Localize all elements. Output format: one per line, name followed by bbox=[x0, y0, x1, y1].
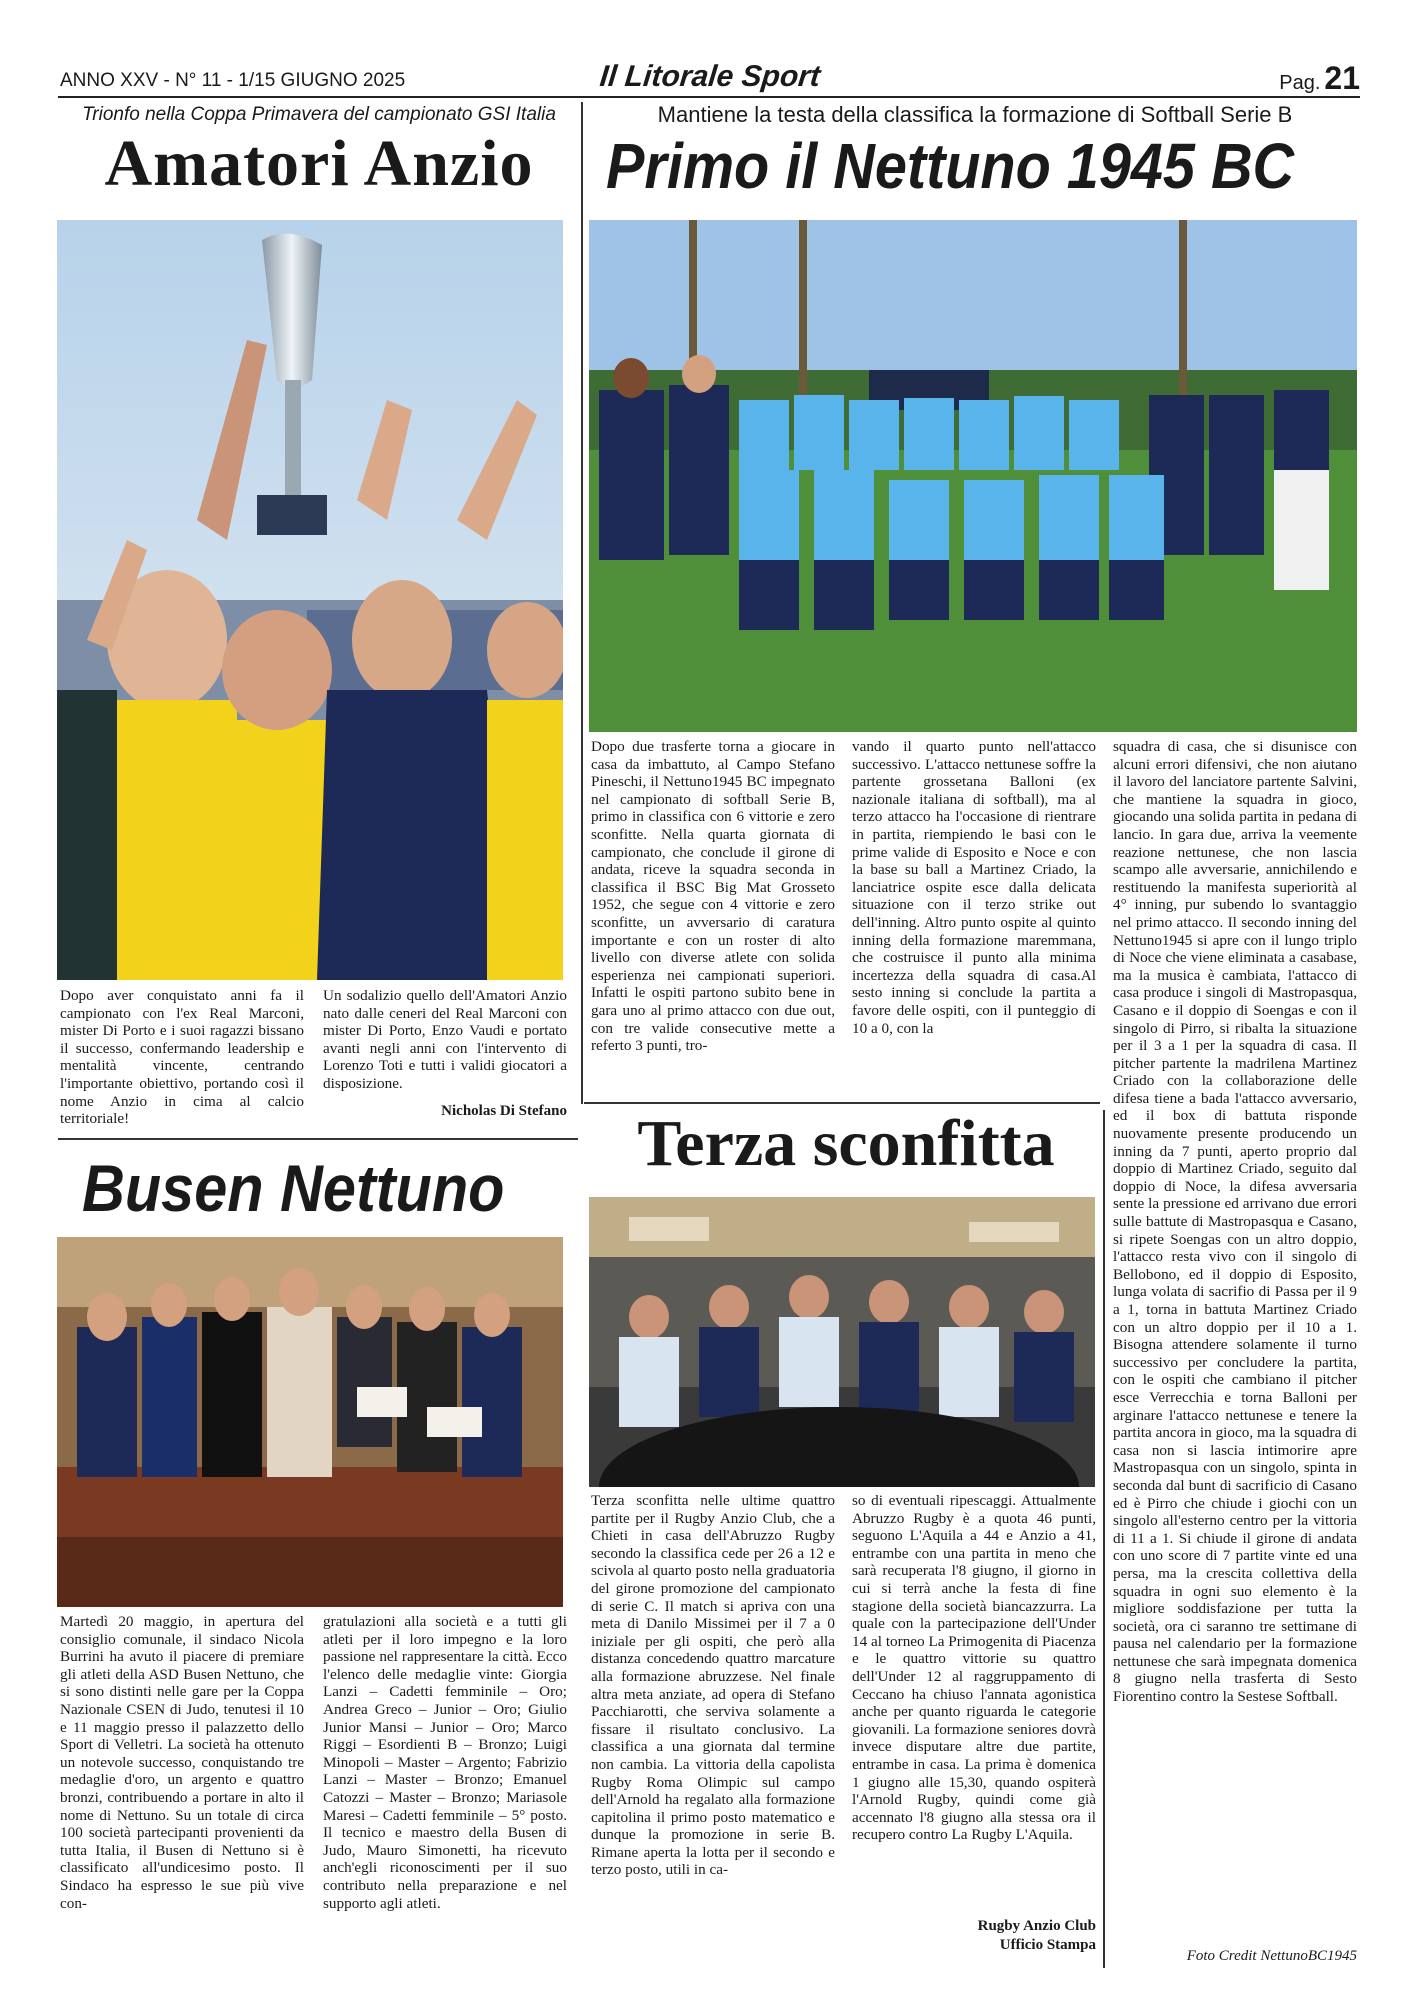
page-label: Pag. bbox=[1279, 72, 1321, 94]
rugby-signature-1: Rugby Anzio Club bbox=[977, 1918, 1096, 1934]
issue-info: ANNO XXV - N° 11 - 1/15 GIUGNO 2025 bbox=[60, 70, 406, 91]
busen-award-photo bbox=[57, 1237, 563, 1607]
nettuno-bc-text-3: squadra di casa, che si disunisce con alcuni errori difensivi, che non aiutano il lavoro del lanciatore partente Salvini, che mantiene la squadra in gioco, giocando una solida partita in pedana di lancio. In gara due, arriva la veemente reazione nettunese, che non lascia scampo alle avversarie, annichilendo e restituendo la manifesta superiorità al 4° inning, pur subendo lo svantaggio nel primo attacco. Il secondo inning del Nettuno1945 si apre con il lungo triplo di Noce che viene eliminata a casabase, ma la musica è cambiata, l'attacco di casa produce i singoli di Mastropasqua, Casano e il doppio di Soengas e con il singolo di Pirro, si ribalta la situazione per il 3 a 1 per la squadra di casa. Il pitcher partente la madrilena Martinez Criado con la collaborazione delle difesa tiene a bada l'attacco avversario, ed il box di battuta risponde nuovamente presente producendo un inning da 7 punti, aperto proprio dal doppio di Martinez Criado, seguito dal doppio di Noce, la difesa avversaria sente la pressione ed arrivano due errori sulle battute di Mastropasqua e Casano, si ripete Soengas con un altro doppio, l'attacco resta vivo con il singolo di Bellobono, ed il doppio di Esposito, lunga volata di sacrifio di Passa per il 9 a 1, torna in battuta Martinez Criado con un altro doppio per il 10 a 1. Bisogna attendere solamente il turno successivo per concludere la partita, con le ospiti che cambiano il pitcher esce Verrecchia e torna Balloni per arginare l'attacco nettunese e tenere la partita ancora in gioco, ma la squadra di casa non si lascia intimorire apre Mastropasqua con un singolo, spinta in seconda dal bunt di sacrificio di Casano ed è Pirro che chiude i giochi con un singolo all'esterno centro per la vittoria di 11 a 1. Si chiude il girone di andata con uno score di 7 partite vinte ed una persa, ma la crescita collettiva della squadra in ogni suo elemento è la migliore soddisfazione per tutta la società, ora ci saranno tre settimane di pausa nel calendario per la formazione nettunese che sarà impegnata domenica 8 giugno nella trasferta di Sesto Fiorentino contro la Sestese Softball. bbox=[1113, 738, 1357, 1706]
amatori-text-2: Un sodalizio quello dell'Amatori Anzio nato dalle ceneri del Real Marconi con mister Di Porto, Enzo Vaudi e portato avanti negli anni con l'intervento di Lorenzo Toti e tutti i validi giocatori a disposizione. bbox=[323, 987, 567, 1092]
busen-title: Busen Nettuno bbox=[82, 1151, 505, 1225]
page-number-block bbox=[1279, 60, 1360, 97]
nettuno-bc-col-1 bbox=[591, 738, 835, 1055]
amatori-author: Nicholas Di Stefano bbox=[441, 1103, 567, 1119]
column-divider-lower bbox=[1103, 1110, 1105, 1968]
header-rule bbox=[58, 96, 1360, 98]
nettuno-bc-col-3 bbox=[1113, 738, 1357, 1706]
rugby-title: Terza sconfitta bbox=[637, 1107, 1055, 1180]
nettuno-bc-kicker: Mantiene la testa della classifica la formazione di Softball Serie B bbox=[657, 102, 1293, 127]
amatori-kicker: Trionfo nella Coppa Primavera del campionato GSI Italia bbox=[82, 104, 556, 125]
amatori-col-2 bbox=[323, 987, 567, 1093]
busen-text-2: gratulazioni alla società e a tutti gli atleti per il loro impegno e la loro passione nel rappresentare la città. Ecco l'elenco delle medaglie vinte: Giorgia Lanzi – Cadetti femminile – Oro; Andrea Greco – Junior – Oro; Giulio Junior Mansi – Junior – Oro; Marco Riggi – Esordienti B – Bronzo; Luigi Minopoli – Master – Argento; Fabrizio Lanzi – Master – Bronzo; Emanuel Catozzi – Master – Bronzo; Mariasole Maresi – Cadetti femminile – 5° posto. Il tecnico e maestro della Busen di Judo, Mauro Simonetti, ha ricevuto anch'egli riconoscimenti per il suo contributo nella preparazione e nel supporto agli atleti. bbox=[323, 1613, 567, 1912]
busen-award-photo-graphic bbox=[57, 1237, 563, 1607]
nettuno-bc-col-2 bbox=[852, 738, 1096, 1037]
amatori-col-1 bbox=[60, 987, 304, 1128]
amatori-trophy-photo-graphic bbox=[57, 220, 563, 980]
rugby-team-photo bbox=[589, 1197, 1095, 1487]
column-divider-main bbox=[581, 102, 583, 1104]
nettuno-bc-title: Primo il Nettuno 1945 BC bbox=[606, 130, 1295, 202]
amatori-text-1: Dopo aver conquistato anni fa il campionato con l'ex Real Marconi, mister Di Porto e i suoi ragazzi bissano il successo, confermando leadership e mentalità vincente, centrando l'importante obiettivo, portando così il nome Anzio in cima al calcio territoriale! bbox=[60, 987, 304, 1128]
busen-col-2 bbox=[323, 1613, 567, 1912]
masthead: Il Litorale Sport bbox=[598, 60, 822, 93]
busen-col-1 bbox=[60, 1613, 304, 1912]
nettuno-bc-text-2: vando il quarto punto nell'attacco successivo. L'attacco nettunese soffre la partente grossetana Balloni (ex nazionale italiana di softball), ma al terzo attacco ha l'occasione di rientrare in partita, riempiendo le basi con le prime valide di Esposito e Noce e con la base su ball a Martinez Criado, la lanciatrice ospite esce dalla delicata situazione con il terzo strike out dell'inning. Altro punto ospite al quinto inning della formazione maremmana, che costruisce il punto alla minima incertezza della squadra di casa.Al sesto inning si conclude la partita a favore delle ospiti, con il punteggio di 10 a 0, con la bbox=[852, 738, 1096, 1037]
amatori-trophy-photo bbox=[57, 220, 563, 980]
section-divider-left bbox=[58, 1138, 578, 1140]
amatori-title: Amatori Anzio bbox=[104, 127, 534, 200]
softball-team-photo bbox=[589, 220, 1357, 732]
rugby-text-2: so di eventuali ripescaggi. Attualmente Abruzzo Rugby è a quota 46 punti, seguono L'Aquila a 44 e Anzio a 41, entrambe con una partita in meno che sarà recuperata l'8 giugno, il giorno in cui si terrà anche la festa di fine stagione della società biancazzurra. La quale con la partecipazione dell'Under 14 al torneo La Primogenita di Piacenza e le quattro vittorie su quattro dell'Under 12 al raggruppamento di Ceccano ha chiuso l'annata agonistica anche per quanto riguarda le categorie giovanili. La formazione seniores dovrà invece disputare altre due partite, entrambe in casa. La prima è domenica 1 giugno alle 15,30, quando ospiterà l'Arnold Rugby, quindi come già accennato l'8 giugno alla stessa ora il recupero contro La Rugby L'Aquila. bbox=[852, 1492, 1096, 1844]
softball-team-photo-graphic bbox=[589, 220, 1357, 732]
nettuno-bc-photo-credit: Foto Credit NettunoBC1945 bbox=[1186, 1948, 1357, 1964]
rugby-signature-2: Ufficio Stampa bbox=[999, 1937, 1096, 1953]
page-number: 21 bbox=[1324, 60, 1360, 96]
rugby-team-photo-graphic bbox=[589, 1197, 1095, 1487]
nettuno-bc-text-1: Dopo due trasferte torna a giocare in casa da imbattuto, al Campo Stefano Pineschi, il Nettuno1945 BC impegnato nel campionato di softball Serie B, primo in classifica con 6 vittorie e zero sconfitte. Nella quarta giornata di campionato, che conclude il girone di andata, riceve la squadra seconda in classifica il BSC Big Mat Grosseto 1952, che segue con 4 vittorie e zero sconfitte, un avversario di caratura importante e con un roster di alto livello con diverse atlete con solida esperienza nei campionati superiori. Infatti le ospiti partono subito bene in gara uno al primo attacco con due out, con tre valide consecutive mette a referto 3 punti, tro- bbox=[591, 738, 835, 1055]
rugby-col-1 bbox=[591, 1492, 835, 1879]
rugby-text-1: Terza sconfitta nelle ultime quattro partite per il Rugby Anzio Club, che a Chieti in casa dell'Abruzzo Rugby secondo la classifica cede per 26 a 12 e scivola al quarto posto nella graduatoria del girone promozione del campionato di serie C. Il match si apriva con una meta di Danilo Missimei per il 7 a 0 iniziale per gli ospiti, che però alla distanza concedendo quattro marcature alla formazione abruzzese. Nel finale altra meta anziate, ad opera di Stefano Pacchiarotti, che serviva solamente a fissare il risultato conclusivo. La classifica a una giornata dal termine non cambia. La vittoria della capolista Rugby Roma Olimpic sul campo dell'Arnold ha regalato alla formazione capitolina il primo posto matematico e dunque la promozione in serie B. Rimane aperta la lotta per il secondo e terzo posto, utili in ca- bbox=[591, 1492, 835, 1879]
rugby-col-2 bbox=[852, 1492, 1096, 1844]
busen-text-1: Martedì 20 maggio, in apertura del consiglio comunale, il sindaco Nicola Burrini ha avuto il piacere di premiare gli atleti della ASD Busen Nettuno, che si sono distinti nelle gare per la Coppa Nazionale CSEN di Judo, tenutesi il 10 e 11 maggio presso il palazzetto dello Sport di Velletri. La società ha ottenuto un notevole successo, conquistando tre medaglie d'oro, un argento e quattro bronzi, contribuendo a portare in alto il nome di Nettuno. Su un totale di circa 100 società partecipanti provenienti da tutta Italia, il Busen di Nettuno si è classificato all'undicesimo posto. Il Sindaco ha espresso le sue più vive con- bbox=[60, 1613, 304, 1912]
